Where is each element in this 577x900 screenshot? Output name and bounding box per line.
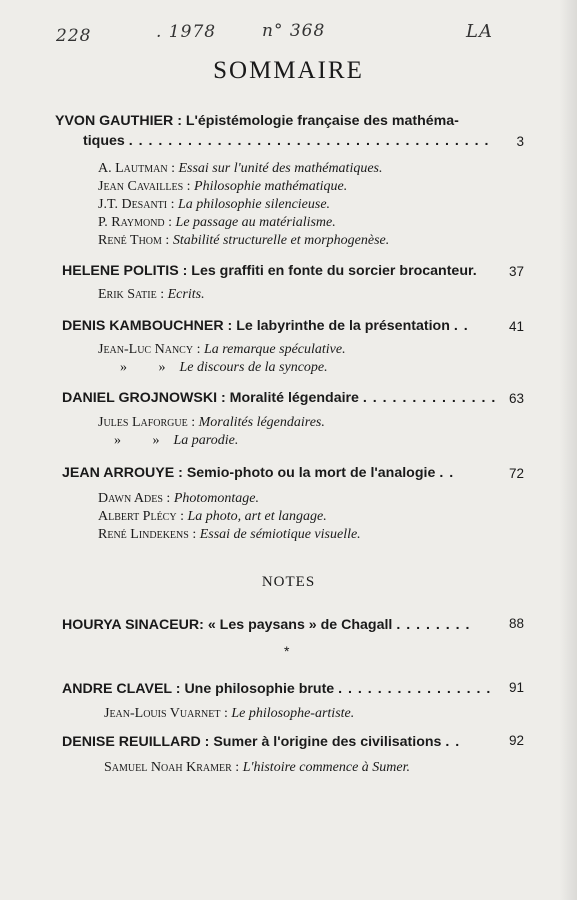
page-number: 63 — [508, 391, 524, 406]
sub-entry: Jean Cavailles : Philosophie mathématique. — [98, 179, 348, 194]
entry-author: HELENE POLITIS — [62, 263, 179, 279]
entry-title: Une philosophie brute — [184, 681, 335, 697]
sub-entry: René Thom : Stabilité structurelle et morphogenèse. — [98, 233, 390, 248]
sub-entry: René Lindekens : Essai de sémiotique visuelle. — [98, 527, 361, 542]
dot-leader: . . . . . . . . . . . . . . — [362, 390, 497, 406]
handwritten-code: LA — [466, 21, 493, 42]
sub-work: Le discours de la syncope. — [179, 360, 328, 375]
ditto-mark: » » — [120, 360, 166, 375]
page-number: 41 — [508, 319, 524, 334]
sub-author: Jean-Louis Vuarnet — [104, 706, 221, 721]
sub-work: La parodie. — [173, 433, 239, 448]
sub-entry: J.T. Desanti : La philosophie silencieuse. — [98, 197, 331, 212]
sub-entry: A. Lautman : Essai sur l'unité des mathématiques. — [98, 161, 383, 176]
entry-author: HOURYA SINACEUR: — [62, 617, 204, 633]
notes-heading: NOTES — [261, 574, 316, 590]
toc-entry: DENIS KAMBOUCHNER : Le labyrinthe de la présentation . . — [62, 318, 469, 334]
handwritten-issue-number: n° 368 — [262, 21, 326, 41]
sub-work: Essai de sémiotique visuelle. — [199, 527, 361, 542]
sub-entry: Samuel Noah Kramer : L'histoire commence à Sumer. — [104, 760, 411, 775]
sub-work: L'histoire commence à Sumer. — [242, 760, 411, 775]
sub-work: La remarque spéculative. — [203, 342, 346, 357]
sub-work: Le philosophe-artiste. — [231, 706, 355, 721]
sub-entry: P. Raymond : Le passage au matérialisme. — [98, 215, 336, 230]
page-number: 3 — [516, 134, 524, 149]
page-spine-shadow — [559, 0, 577, 900]
sub-author: Jean-Luc Nancy — [98, 342, 194, 357]
sub-author: P. Raymond — [98, 215, 165, 230]
entry-title: Sumer à l'origine des civilisations — [213, 734, 442, 750]
page-number: 92 — [508, 733, 524, 748]
dot-leader: . . . . . . . . . . . . . . . . . . . . . . . . . . . . . . . . . . . . . — [128, 133, 490, 149]
sub-work: Stabilité structurelle et morphogenèse. — [172, 233, 390, 248]
sub-entry: Erik Satie : Ecrits. — [98, 287, 205, 302]
toc-entry: YVON GAUTHIER : L'épistémologie française des mathéma- — [55, 113, 459, 129]
toc-entry — [62, 617, 470, 633]
sub-entry: Albert Plécy : La photo, art et langage. — [98, 509, 327, 524]
toc-entry: ANDRE CLAVEL : Une philosophie brute . . . . . . . . . . . . . . . . — [62, 681, 492, 697]
toc-entry: DENISE REUILLARD : Sumer à l'origine des civilisations . . — [62, 734, 461, 750]
sub-author: Jules Laforgue — [98, 415, 188, 430]
page-number: 72 — [508, 466, 524, 481]
sub-author: Albert Plécy — [98, 509, 177, 524]
sub-entry: Dawn Ades : Photomontage. — [98, 491, 259, 506]
entry-author: ANDRE CLAVEL — [62, 681, 172, 697]
sub-work: Moralités légendaires. — [198, 415, 325, 430]
dot-leader: . . — [453, 318, 469, 334]
sub-entry — [120, 360, 328, 376]
dot-leader: . . . . . . . . . . . . . . . . — [338, 681, 492, 697]
sub-author: Dawn Ades — [98, 491, 163, 506]
sub-work: Philosophie mathématique. — [194, 179, 348, 194]
entry-title: Semio-photo ou la mort de l'analogie — [186, 465, 436, 481]
entry-title: Le labyrinthe de la présentation — [236, 318, 450, 334]
page-title: SOMMAIRE — [213, 57, 364, 84]
sub-work: Ecrits. — [167, 287, 205, 302]
sub-author: A. Lautman — [98, 161, 168, 176]
entry-author: YVON GAUTHIER — [55, 113, 174, 129]
sub-work: Photomontage. — [173, 491, 259, 506]
entry-author: DENISE REUILLARD — [62, 734, 201, 750]
ditto-mark: » » — [114, 433, 160, 448]
entry-author: JEAN ARROUYE — [62, 465, 175, 481]
entry-title-continued: tiques — [83, 133, 125, 149]
toc-entry: DANIEL GROJNOWSKI : Moralité légendaire . . . . . . . . . . . . . . — [62, 390, 497, 406]
entry-title: L'épistémologie française des mathéma- — [185, 113, 459, 129]
toc-entry: JEAN ARROUYE : Semio-photo ou la mort de l'analogie . . — [62, 465, 455, 481]
handwritten-year: . 1978 — [156, 22, 217, 42]
sub-work: Le passage au matérialisme. — [175, 215, 336, 230]
entry-title: Moralité légendaire — [229, 390, 359, 406]
sub-author: Erik Satie — [98, 287, 157, 302]
sub-author: René Lindekens — [98, 527, 189, 542]
dot-leader: . . — [439, 465, 455, 481]
sub-entry: Jules Laforgue : Moralités légendaires. — [98, 415, 325, 430]
sub-work: Essai sur l'unité des mathématiques. — [178, 161, 383, 176]
dot-leader: . . . . . . . . — [396, 617, 471, 633]
entry-author: DENIS KAMBOUCHNER — [62, 318, 224, 334]
sub-work: La philosophie silencieuse. — [178, 197, 331, 212]
sub-author: Jean Cavailles — [98, 179, 184, 194]
page-number: 91 — [508, 680, 524, 695]
handwritten-note: 228 — [56, 26, 92, 46]
separator-star: * — [284, 643, 290, 659]
entry-title: Les graffiti en fonte du sorcier brocanteur. — [191, 263, 477, 279]
sub-author: René Thom — [98, 233, 162, 248]
sub-author: Samuel Noah Kramer — [104, 760, 232, 775]
sub-entry: Jean-Luc Nancy : La remarque spéculative. — [98, 342, 346, 357]
page-number: 88 — [508, 616, 524, 631]
entry-author: DANIEL GROJNOWSKI — [62, 390, 218, 406]
sub-author: J.T. Desanti — [98, 197, 168, 212]
entry-title: « Les paysans » de Chagall — [207, 617, 393, 633]
sub-work: La photo, art et langage. — [187, 509, 327, 524]
toc-entry: HELENE POLITIS : Les graffiti en fonte du sorcier brocanteur. — [62, 263, 477, 279]
page-number: 37 — [508, 264, 524, 279]
toc-entry-continued — [83, 133, 489, 149]
sub-entry — [114, 433, 238, 449]
sub-entry: Jean-Louis Vuarnet : Le philosophe-artiste. — [104, 706, 355, 721]
dot-leader: . . — [445, 734, 461, 750]
